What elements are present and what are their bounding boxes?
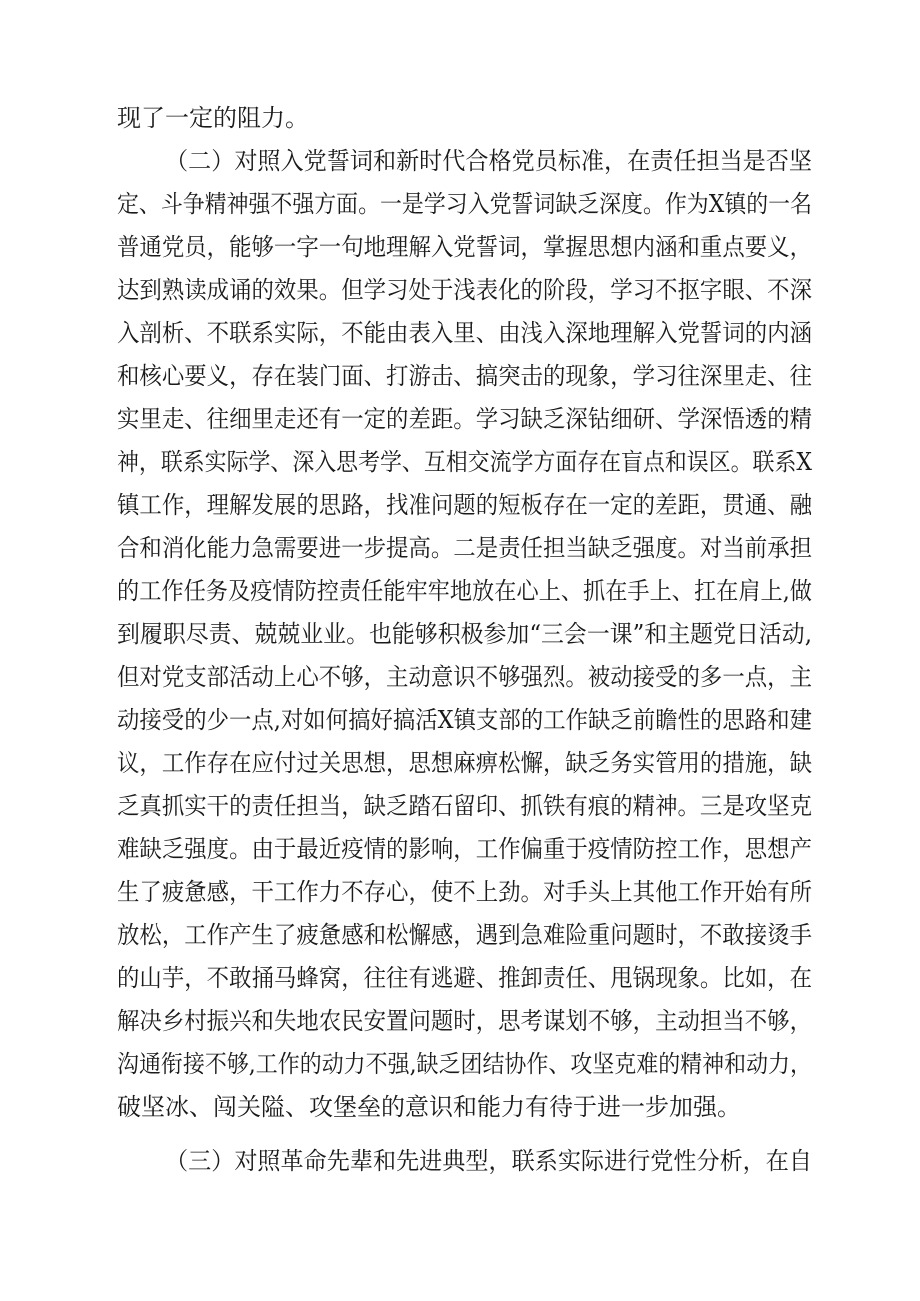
text-line-content: 镇工作，理解发展的思路，找准问题的短板存在一定的差距，贯通、融 [117, 491, 812, 519]
text-line [0, 98, 920, 138]
text-line [0, 1001, 920, 1041]
text-line-content: 定、斗争精神强不强方面。一是学习入党誓词缺乏深度。作为X镇的一名 [117, 190, 812, 218]
paragraph-heading-line [0, 1141, 920, 1181]
text-line [0, 958, 920, 998]
text-line [0, 915, 920, 955]
text-line-content: 入剖析、不联系实际，不能由表入里、由浅入深地理解入党誓词的内涵 [117, 319, 812, 347]
text-line-content: 普通党员，能够一字一句地理解入党誓词，掌握思想内涵和重点要义， [117, 233, 812, 261]
text-line-content: 沟通衔接不够,工作的动力不强,缺乏团结协作、攻坚克难的精神和动力， [117, 1050, 812, 1078]
text-line [0, 872, 920, 912]
text-line-content: 神，联系实际学、深入思考学、互相交流学方面存在盲点和误区。联系X [117, 448, 812, 476]
text-line [0, 1087, 920, 1127]
text-line-content: 乏真抓实干的责任担当，缺乏踏石留印、抓铁有痕的精神。三是攻坚克 [117, 792, 812, 820]
text-line-content: 现了一定的阻力。 [117, 104, 309, 132]
text-line-content: 到履职尽责、兢兢业业。也能够积极参加“三会一课”和主题党日活动, [117, 620, 812, 648]
text-line [0, 571, 920, 611]
text-line-content: 动接受的少一点,对如何搞好搞活X镇支部的工作缺乏前瞻性的思路和建 [117, 706, 812, 734]
text-line [0, 528, 920, 568]
text-line [0, 442, 920, 482]
text-line [0, 829, 920, 869]
text-line [0, 227, 920, 267]
text-line-content: 和核心要义，存在装门面、打游击、搞突击的现象，学习往深里走、往 [117, 362, 812, 390]
text-line [0, 270, 920, 310]
text-line [0, 700, 920, 740]
text-line-content: 的山芋，不敢捅马蜂窝，往往有逃避、推卸责任、甩锅现象。比如，在 [117, 964, 812, 992]
text-line-content: 议，工作存在应付过关思想，思想麻痹松懈，缺乏务实管用的措施，缺 [117, 749, 812, 777]
text-line-content: 破坚冰、闯关隘、攻堡垒的意识和能力有待于进一步加强。 [117, 1093, 741, 1121]
text-line [0, 1044, 920, 1084]
text-line-content: 但对党支部活动上心不够，主动意识不够强烈。被动接受的多一点，主 [117, 663, 812, 691]
text-line-content: （二）对照入党誓词和新时代合格党员标准，在责任担当是否坚 [165, 147, 812, 175]
text-line [0, 184, 920, 224]
text-line-content: 达到熟读成诵的效果。但学习处于浅表化的阶段，学习不抠字眼、不深 [117, 276, 812, 304]
text-line-content: 解决乡村振兴和失地农民安置问题时，思考谋划不够，主动担当不够， [117, 1007, 812, 1035]
text-line [0, 786, 920, 826]
text-line-content: 放松，工作产生了疲惫感和松懈感，遇到急难险重问题时，不敢接烫手 [117, 921, 812, 949]
text-line [0, 657, 920, 697]
text-line [0, 614, 920, 654]
text-line-content: 合和消化能力急需要进一步提高。二是责任担当缺乏强度。对当前承担 [117, 534, 812, 562]
text-line-content: 难缺乏强度。由于最近疫情的影响，工作偏重于疫情防控工作，思想产 [117, 835, 812, 863]
text-line [0, 356, 920, 396]
text-line-content: 的工作任务及疫情防控责任能牢牢地放在心上、抓在手上、扛在肩上,做 [117, 577, 812, 605]
text-line-content: 实里走、往细里走还有一定的差距。学习缺乏深钻细研、学深悟透的精 [117, 405, 812, 433]
text-line-content: （三）对照革命先辈和先进典型，联系实际进行党性分析，在自 [165, 1147, 812, 1175]
text-line-content: 生了疲惫感，干工作力不存心，使不上劲。对手头上其他工作开始有所 [117, 878, 812, 906]
text-line [0, 399, 920, 439]
text-line [0, 313, 920, 353]
text-line [0, 743, 920, 783]
text-line [0, 485, 920, 525]
paragraph-heading-line [0, 141, 920, 181]
